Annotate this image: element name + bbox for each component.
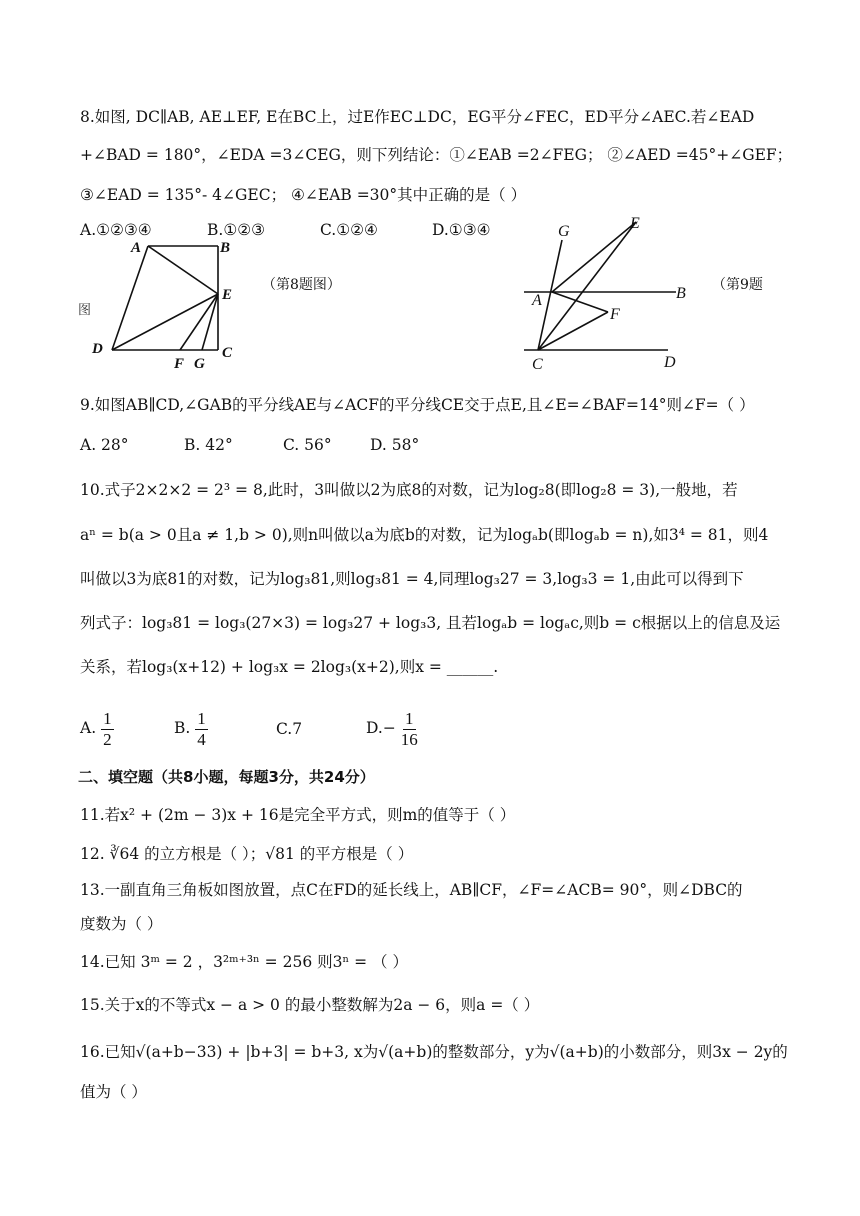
q16-line1: 16.已知√(a+b−33) + |b+3| = b+3, x为√(a+b)的整数部分，y为√(a+b)的小数部分，则3x − 2y的: [80, 1043, 788, 1061]
q8-line2: +∠BAD = 180°，∠EDA =3∠CEG，则下列结论：①∠EAB =2∠FEG； ②∠AED =45°+∠GEF；: [80, 146, 793, 164]
q10-option-b-prefix: B.: [174, 719, 191, 737]
q15-text: 15.关于x的不等式x − a > 0 的最小整数解为2a − 6，则a =（ ）: [80, 996, 540, 1014]
q16-line2: 值为（ ）: [80, 1083, 147, 1101]
fig9-label-b: B: [676, 285, 686, 302]
q10-option-d-numerator: 1: [405, 708, 414, 728]
q10-line2: aⁿ = b(a > 0且a ≠ 1,b > 0),则n叫做以a为底b的对数，记为logₐb(即logₐb = n),如3⁴ = 81，则4: [80, 526, 769, 544]
fig8-label-g: G: [194, 356, 205, 372]
q8-line3: ③∠EAD = 135°- 4∠GEC； ④∠EAB =30°其中正确的是（ ）: [80, 186, 527, 204]
q8-line1: 8.如图, DC∥AB, AE⊥EF, E在BC上，过E作EC⊥DC，EG平分∠FEC，ED平分∠AEC.若∠EAD: [80, 108, 755, 126]
q9-option-a: A. 28°: [80, 436, 129, 454]
q10-option-a: [80, 706, 114, 750]
q10-option-a-numerator: 1: [103, 708, 112, 728]
q10-option-a-fraction: [101, 709, 114, 750]
q8-option-d: D.①③④: [432, 221, 491, 239]
q8-option-c: C.①②④: [320, 221, 378, 239]
figure-8: [76, 232, 256, 372]
q10-option-d-sign: −: [382, 719, 396, 737]
fig9-label-g: G: [558, 223, 570, 240]
fig8-label-f: F: [174, 356, 185, 372]
fig8-label-e: E: [222, 287, 233, 303]
q14-text: 14.已知 3ᵐ = 2 ，3²ᵐ⁺³ⁿ = 256 则3ⁿ = （ ）: [80, 953, 408, 971]
q9-option-d: D. 58°: [370, 436, 420, 454]
q11-text: 11.若x² + (2m − 3)x + 16是完全平方式，则m的值等于（ ）: [80, 806, 516, 824]
fig9-label-f: F: [610, 306, 620, 323]
fig8-label-a: A: [131, 240, 142, 256]
q10-option-a-denominator: 2: [103, 729, 112, 749]
figure-9: [518, 204, 710, 376]
fig9-label-d: D: [664, 354, 676, 371]
q10-option-b-numerator: 1: [197, 708, 206, 728]
q10-option-a-prefix: A.: [80, 719, 97, 737]
q12-text: 12. ∛64 的立方根是（ ）；√81 的平方根是（ ）: [80, 845, 414, 863]
q9-option-b: B. 42°: [184, 436, 233, 454]
figure-8-caption: （第8题图）: [262, 277, 341, 293]
q8-option-b: B.①②③: [207, 221, 266, 239]
q10-option-c: C.7: [276, 720, 303, 738]
q10-option-d-fraction: [401, 709, 418, 750]
q9-option-c: C. 56°: [283, 436, 332, 454]
q13-line2: 度数为（ ）: [80, 915, 163, 933]
q8-option-a: A.①②③④: [80, 221, 152, 239]
q10-option-b-fraction: [195, 709, 208, 750]
fig9-label-a: A: [532, 292, 542, 309]
q10-line5: 关系，若log₃(x+12) + log₃x = 2log₃(x+2),则x = ______.: [80, 658, 499, 676]
fig9-label-c: C: [532, 356, 543, 373]
q10-option-b-denominator: 4: [197, 729, 206, 749]
fig8-label-c: C: [222, 345, 233, 361]
q13-line1: 13.一副直角三角板如图放置，点C在FD的延长线上，AB∥CF，∠F=∠ACB= 90°，则∠DBC的: [80, 881, 743, 899]
q10-option-d-denominator: 16: [400, 729, 418, 749]
fig8-label-d: D: [92, 341, 103, 357]
q10-option-d: [366, 706, 418, 750]
q10-line1: 10.式子2×2×2 = 2³ = 8,此时，3叫做以2为底8的对数，记为log₂8(即log₂8 = 3),一般地，若: [80, 481, 738, 499]
fig9-label-e: E: [630, 215, 640, 232]
q10-option-b: [174, 706, 208, 750]
q10-line3: 叫做以3为底81的对数，记为log₃81,则log₃81 = 4,同理log₃27 = 3,log₃3 = 1,由此可以得到下: [80, 570, 744, 588]
section-2-heading: 二、填空题（共8小题，每题3分，共24分）: [78, 768, 375, 786]
figure-9-caption: （第9题: [712, 277, 763, 293]
stray-mark: 图: [78, 303, 92, 318]
q10-line4: 列式子：log₃81 = log₃(27×3) = log₃27 + log₃3, 且若logₐb = logₐc,则b = c根据以上的信息及运: [80, 614, 781, 632]
q9-text: 9.如图AB∥CD,∠GAB的平分线AE与∠ACF的平分线CE交于点E,且∠E=∠BAF=14°则∠F=（ ）: [80, 396, 755, 414]
q10-option-d-prefix: D.: [366, 719, 383, 737]
fig8-label-b: B: [220, 240, 231, 256]
